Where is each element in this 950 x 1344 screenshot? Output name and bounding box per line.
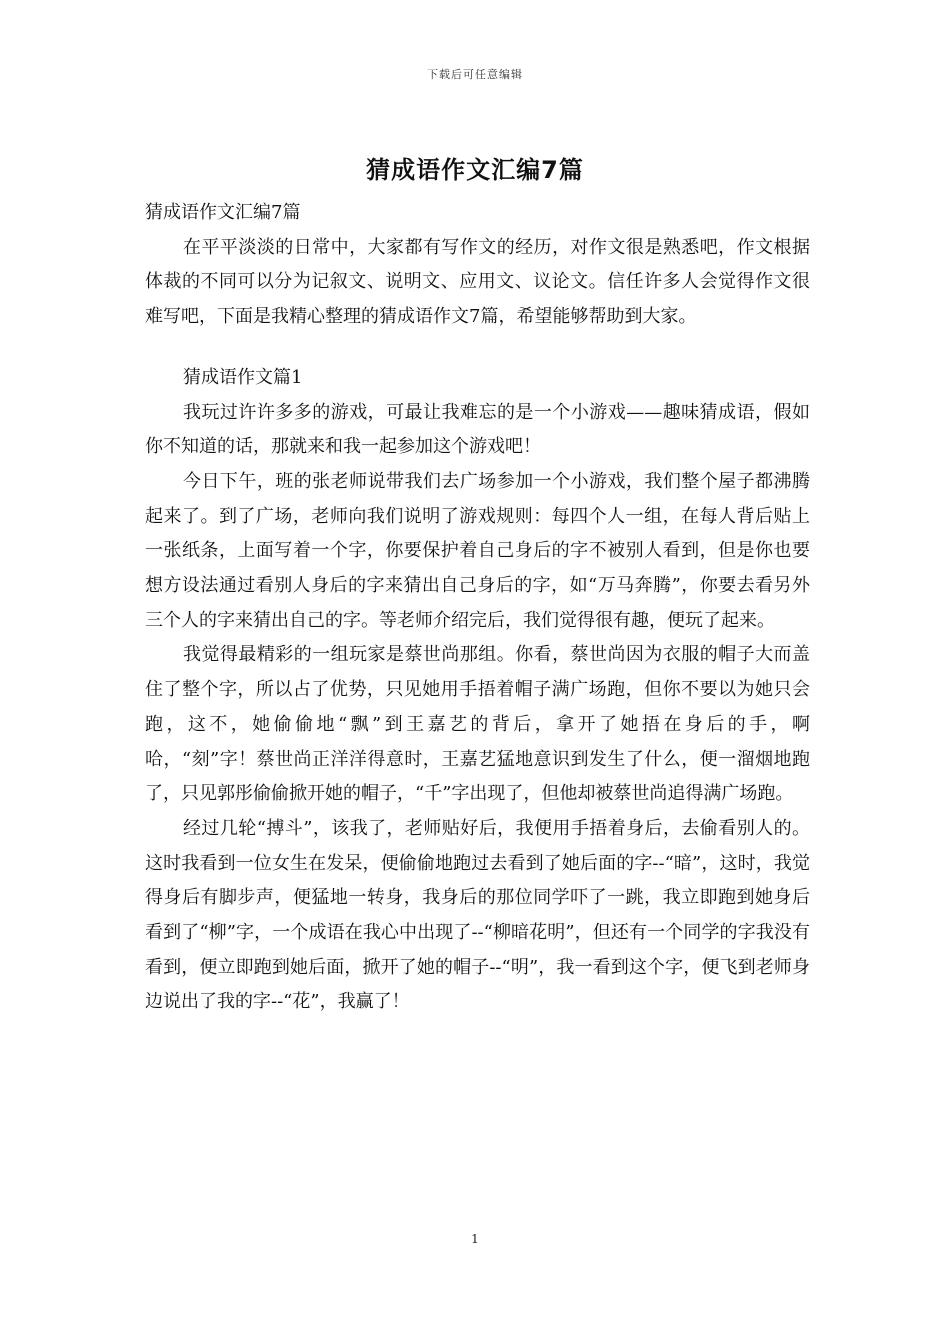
- body-paragraph: 我觉得最精彩的一组玩家是蔡世尚那组。你看，蔡世尚因为衣服的帽子大而盖住了整个字，所以占了优势，只见她用手捂着帽子满广场跑，但你不要以为她只会跑，这不，她偷偷地“飘”到王嘉艺的背后，拿开了她捂在身后的手，啊哈，“刻”字！蔡世尚正洋洋得意时，王嘉艺猛地意识到发生了什么，便一溜烟地跑了，只见郭彤偷偷掀开她的帽子，“千”字出现了，但他却被蔡世尚追得满广场跑。: [145, 644, 810, 805]
- page-number: 1: [471, 1232, 479, 1246]
- body-paragraph: 经过几轮“搏斗”，该我了，老师贴好后，我便用手捂着身后，去偷看别人的。这时我看到一位女生在发呆，便偷偷地跑过去看到了她后面的字--“暗”，这时，我觉得身后有脚步声，便猛地一转身，我身后的那位同学吓了一跳，我立即跑到她身后看到了“柳”字，一个成语在我心中出现了--“柳暗花明”，但还有一个同学的字我没有看到，便立即跑到她后面，掀开了她的帽子--“明”，我一看到这个字，便飞到老师身边说出了我的字--“花”，我赢了！: [145, 817, 810, 1013]
- header-note: 下载后可任意编辑: [427, 68, 523, 81]
- body-paragraph: 我玩过许许多多的游戏，可最让我难忘的是一个小游戏——趣味猜成语，假如你不知道的话，那就来和我一起参加这个游戏吧！: [145, 401, 810, 458]
- body-paragraph: 今日下午，班的张老师说带我们去广场参加一个小游戏，我们整个屋子都沸腾起来了。到了广场，老师向我们说明了游戏规则：每四个人一组，在每人背后贴上一张纸条，上面写着一个字，你要保护着自己身后的字不被别人看到，但是你也要想方设法通过看别人身后的字来猜出自己身后的字，如“万马奔腾”，你要去看另外三个人的字来猜出自己的字。等老师介绍完后，我们觉得很有趣，便玩了起来。: [145, 470, 810, 631]
- intro-paragraph: 在平平淡淡的日常中，大家都有写作文的经历，对作文很是熟悉吧，作文根据体裁的不同可以分为记叙文、说明文、应用文、议论文。信任许多人会觉得作文很难写吧，下面是我精心整理的猜成语作文7篇，希望能够帮助到大家。: [145, 236, 810, 328]
- document-body: [145, 196, 810, 1020]
- subtitle-line: 猜成语作文汇编7篇: [145, 202, 301, 223]
- section-heading: 猜成语作文篇1: [183, 366, 303, 388]
- document-title: 猜成语作文汇编7篇: [366, 156, 584, 184]
